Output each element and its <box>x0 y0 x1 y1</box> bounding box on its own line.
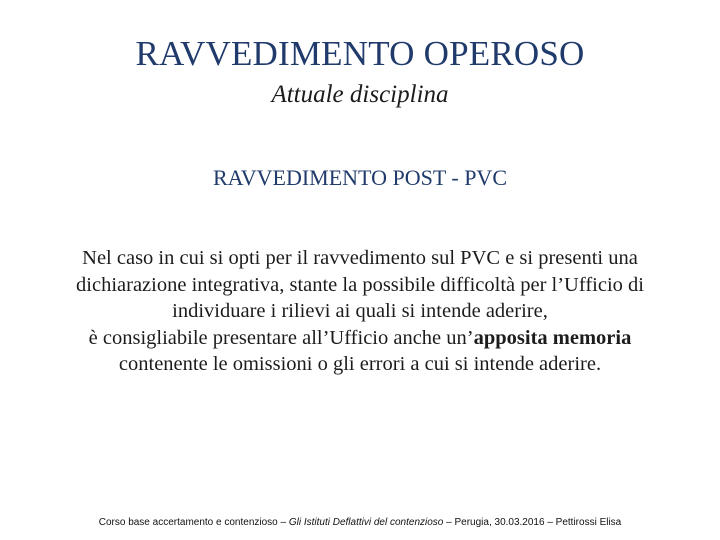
footer-course-title: Gli Istituti Deflattivi del contenzioso <box>288 517 444 528</box>
paragraph-part-3: contenente le omissioni o gli errori a cui si intende aderire. <box>118 353 602 375</box>
footer-prefix: Corso base accertamento e contenzioso – <box>98 517 289 528</box>
footer-suffix: – Perugia, 30.03.2016 – Pettirossi Elisa <box>443 517 622 528</box>
slide-footer <box>0 516 720 530</box>
body-paragraph <box>75 245 645 378</box>
slide-title: RAVVEDIMENTO OPEROSO <box>135 34 585 73</box>
paragraph-part-1: Nel caso in cui si opti per il ravvedimento sul PVC e si presenti una dichiarazione integrativa, stante la possibile difficoltà per l’Ufficio di individuare i rilievi ai quali si intende aderire, <box>76 247 644 322</box>
paragraph-part-2: è consigliabile presentare all’Ufficio anche un’ <box>88 326 474 349</box>
slide-subtitle: Attuale disciplina <box>271 81 449 108</box>
section-heading: RAVVEDIMENTO POST - PVC <box>213 165 507 190</box>
paragraph-bold-phrase: apposita memoria <box>473 326 632 349</box>
